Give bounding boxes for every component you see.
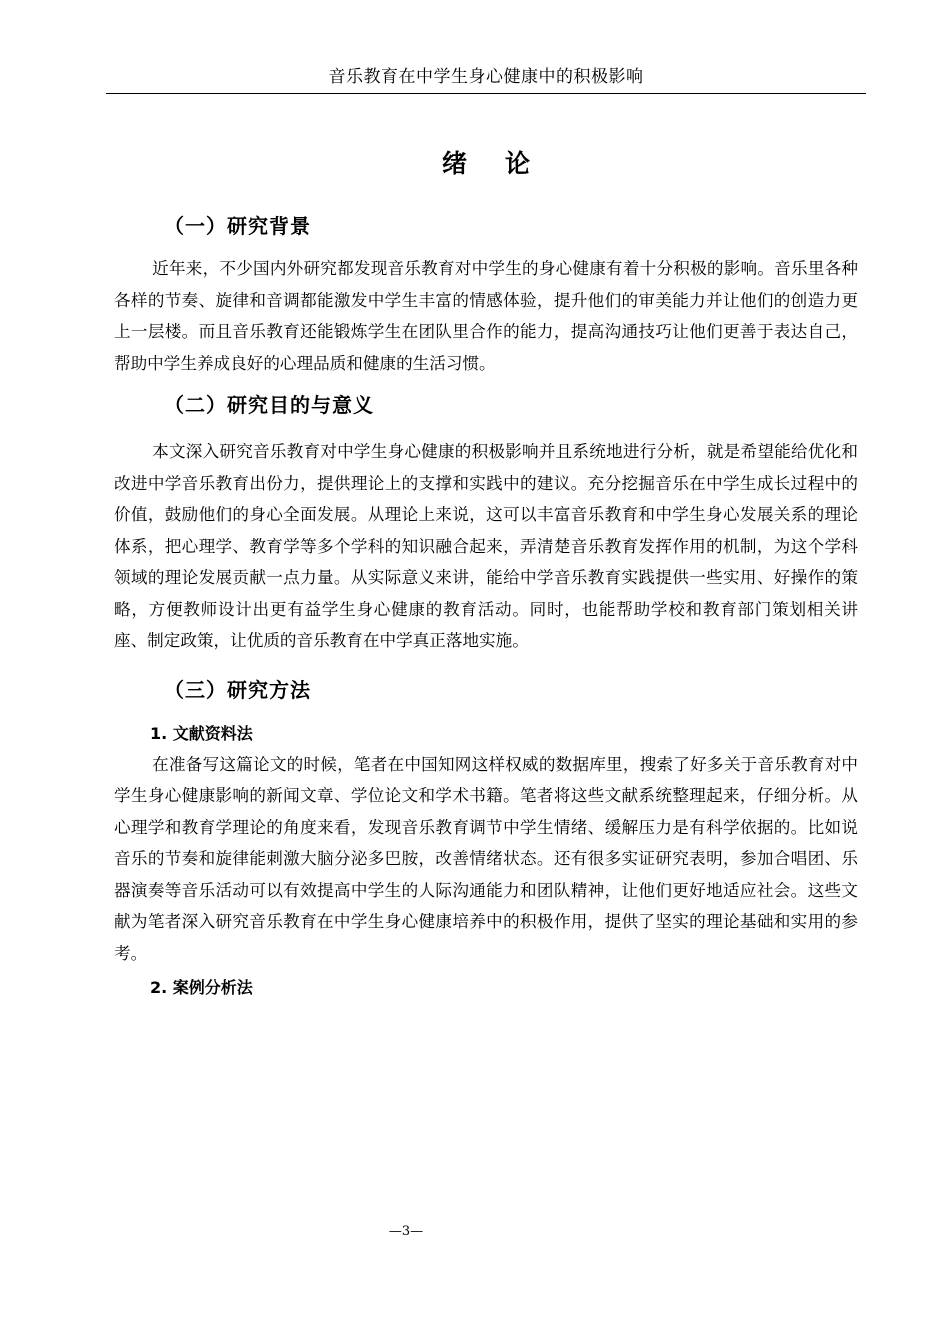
paragraph-background: 近年来，不少国内外研究都发现音乐教育对中学生的身心健康有着十分积极的影响。音乐里各种各样的节奏、旋律和音调都能激发中学生丰富的情感体验，提升他们的审美能力并让他们的创造力更上一层楼。而且音乐教育还能锻炼学生在团队里合作的能力，提高沟通技巧让他们更善于表达自己，帮助中学生养成良好的心理品质和健康的生活习惯。 bbox=[114, 259, 858, 373]
paragraph-literature-method: 在准备写这篇论文的时候，笔者在中国知网这样权威的数据库里，搜索了好多关于音乐教育对中学生身心健康影响的新闻文章、学位论文和学术书籍。笔者将这些文献系统整理起来，仔细分析。从心理学和教育学理论的角度来看，发现音乐教育调节中学生情绪、缓解压力是有科学依据的。比如说音乐的节奏和旋律能刺激大脑分泌多巴胺，改善情绪状态。还有很多实证研究表明，参加合唱团、乐器演奏等音乐活动可以有效提高中学生的人际沟通能力和团队精神，让他们更好地适应社会。这些文献为笔者深入研究音乐教育在中学生身心健康培养中的积极作用，提供了坚实的理论基础和实用的参考。 bbox=[114, 754, 858, 963]
document-body bbox=[114, 206, 858, 1003]
header-rule bbox=[106, 93, 866, 94]
page-number: —3— bbox=[388, 1224, 424, 1239]
section-heading-background: （一）研究背景 bbox=[164, 214, 311, 238]
paragraph-purpose: 本文深入研究音乐教育对中学生身心健康的积极影响并且系统地进行分析，就是希望能给优化和改进中学音乐教育出份力，提供理论上的支撑和实践中的建议。充分挖掘音乐在中学生成长过程中的价值，鼓励他们的身心全面发展。从理论上来说，这可以丰富音乐教育和中学生身心发展关系的理论体系，把心理学、教育学等多个学科的知识融合起来，弄清楚音乐教育发挥作用的机制，为这个学科领域的理论发展贡献一点力量。从实际意义来讲，能给中学音乐教育实践提供一些实用、好操作的策略，方便教师设计出更有益学生身心健康的教育活动。同时，也能帮助学校和教育部门策划相关讲座、制定政策，让优质的音乐教育在中学真正落地实施。 bbox=[114, 442, 858, 650]
running-header: 音乐教育在中学生身心健康中的积极影响 bbox=[328, 67, 644, 87]
subheading-literature-method: 1. 文献资料法 bbox=[150, 723, 253, 743]
page-title: 绪论 bbox=[441, 149, 568, 178]
subheading-case-analysis: 2. 案例分析法 bbox=[150, 978, 253, 997]
section-heading-methods: （三）研究方法 bbox=[164, 677, 311, 702]
section-heading-purpose: （二）研究目的与意义 bbox=[164, 393, 374, 417]
